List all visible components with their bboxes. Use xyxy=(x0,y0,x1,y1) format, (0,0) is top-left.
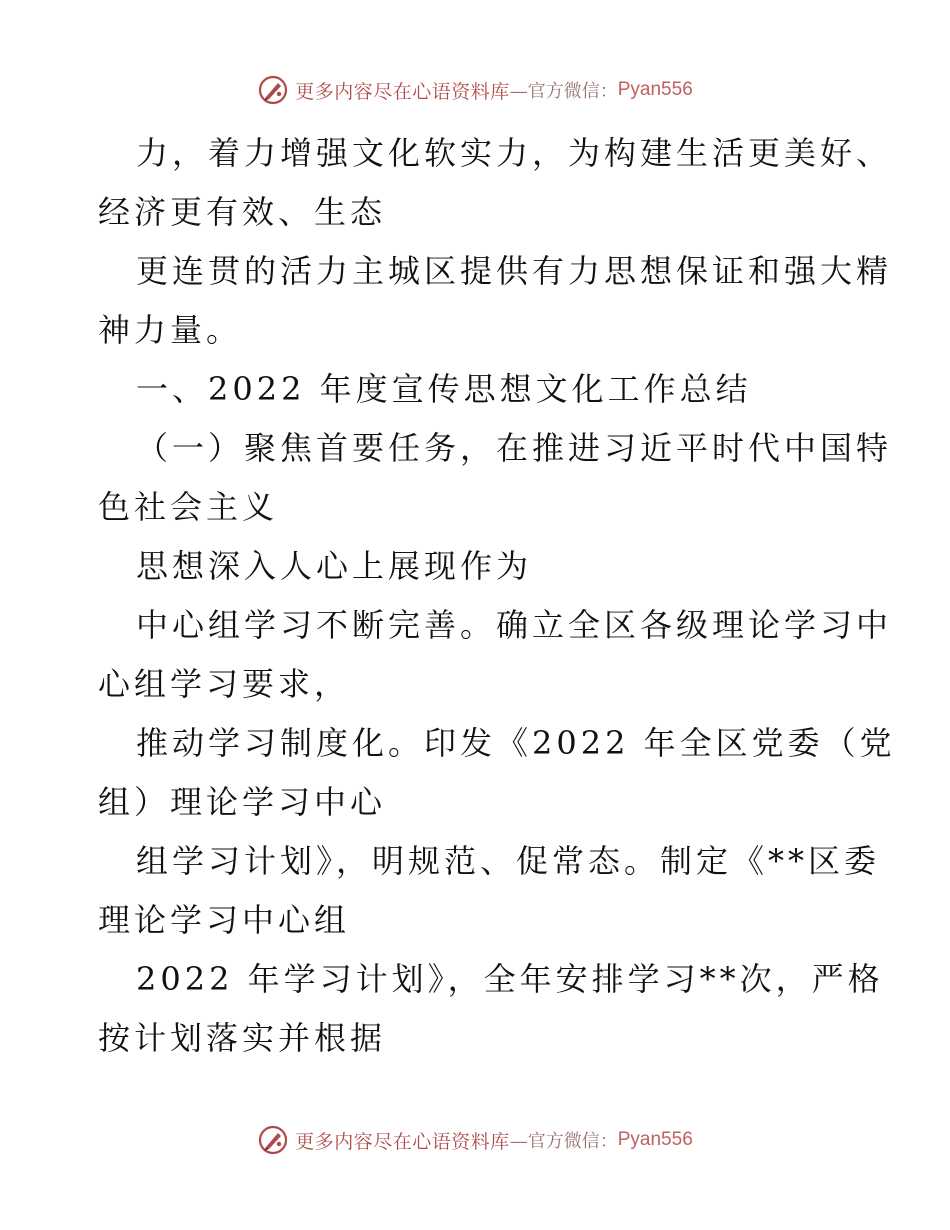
banner-wechat-id: Pyan556 xyxy=(617,79,693,100)
text-line: 组学习计划》，明规范、促常态。制定《**区委 xyxy=(136,842,881,880)
pen-logo-icon xyxy=(257,1124,289,1156)
text-line: 经济更有效、生态 xyxy=(98,193,387,231)
text-line: 组）理论学习中心 xyxy=(98,783,387,821)
text-line: 推动学习制度化。印发《2022 年全区党委（党 xyxy=(136,724,896,762)
banner-contact-label: —官方微信： xyxy=(509,1131,618,1152)
text-line: 更连贯的活力主城区提供有力思想保证和强大精 xyxy=(136,252,893,290)
text-line: 思想深入人心上展现作为 xyxy=(136,547,533,585)
pen-logo-icon xyxy=(257,74,289,106)
section-heading: 一、2022 年度宣传思想文化工作总结 xyxy=(136,370,752,408)
text-line: 神力量。 xyxy=(98,311,243,349)
text-line: 心组学习要求， xyxy=(98,665,351,703)
banner-contact-label: —官方微信： xyxy=(509,81,618,102)
text-line: 色社会主义 xyxy=(98,488,279,526)
footer-banner xyxy=(0,1120,950,1160)
subsection-heading: （一）聚焦首要任务，在推进习近平时代中国特 xyxy=(136,429,893,467)
banner-brand-text: 更多内容尽在心语资料库 xyxy=(295,80,510,103)
text-line: 理论学习中心组 xyxy=(98,901,351,939)
text-line: 2022 年学习计划》，全年安排学习**次，严格 xyxy=(136,960,884,998)
banner-brand-text: 更多内容尽在心语资料库 xyxy=(295,1130,510,1153)
banner-wechat-id: Pyan556 xyxy=(617,1129,693,1150)
text-line: 中心组学习不断完善。确立全区各级理论学习中 xyxy=(136,606,893,644)
header-banner xyxy=(0,70,950,110)
text-line: 按计划落实并根据 xyxy=(98,1019,387,1057)
document-body xyxy=(98,124,896,1068)
text-line: 力，着力增强文化软实力，为构建生活更美好、 xyxy=(136,134,893,172)
